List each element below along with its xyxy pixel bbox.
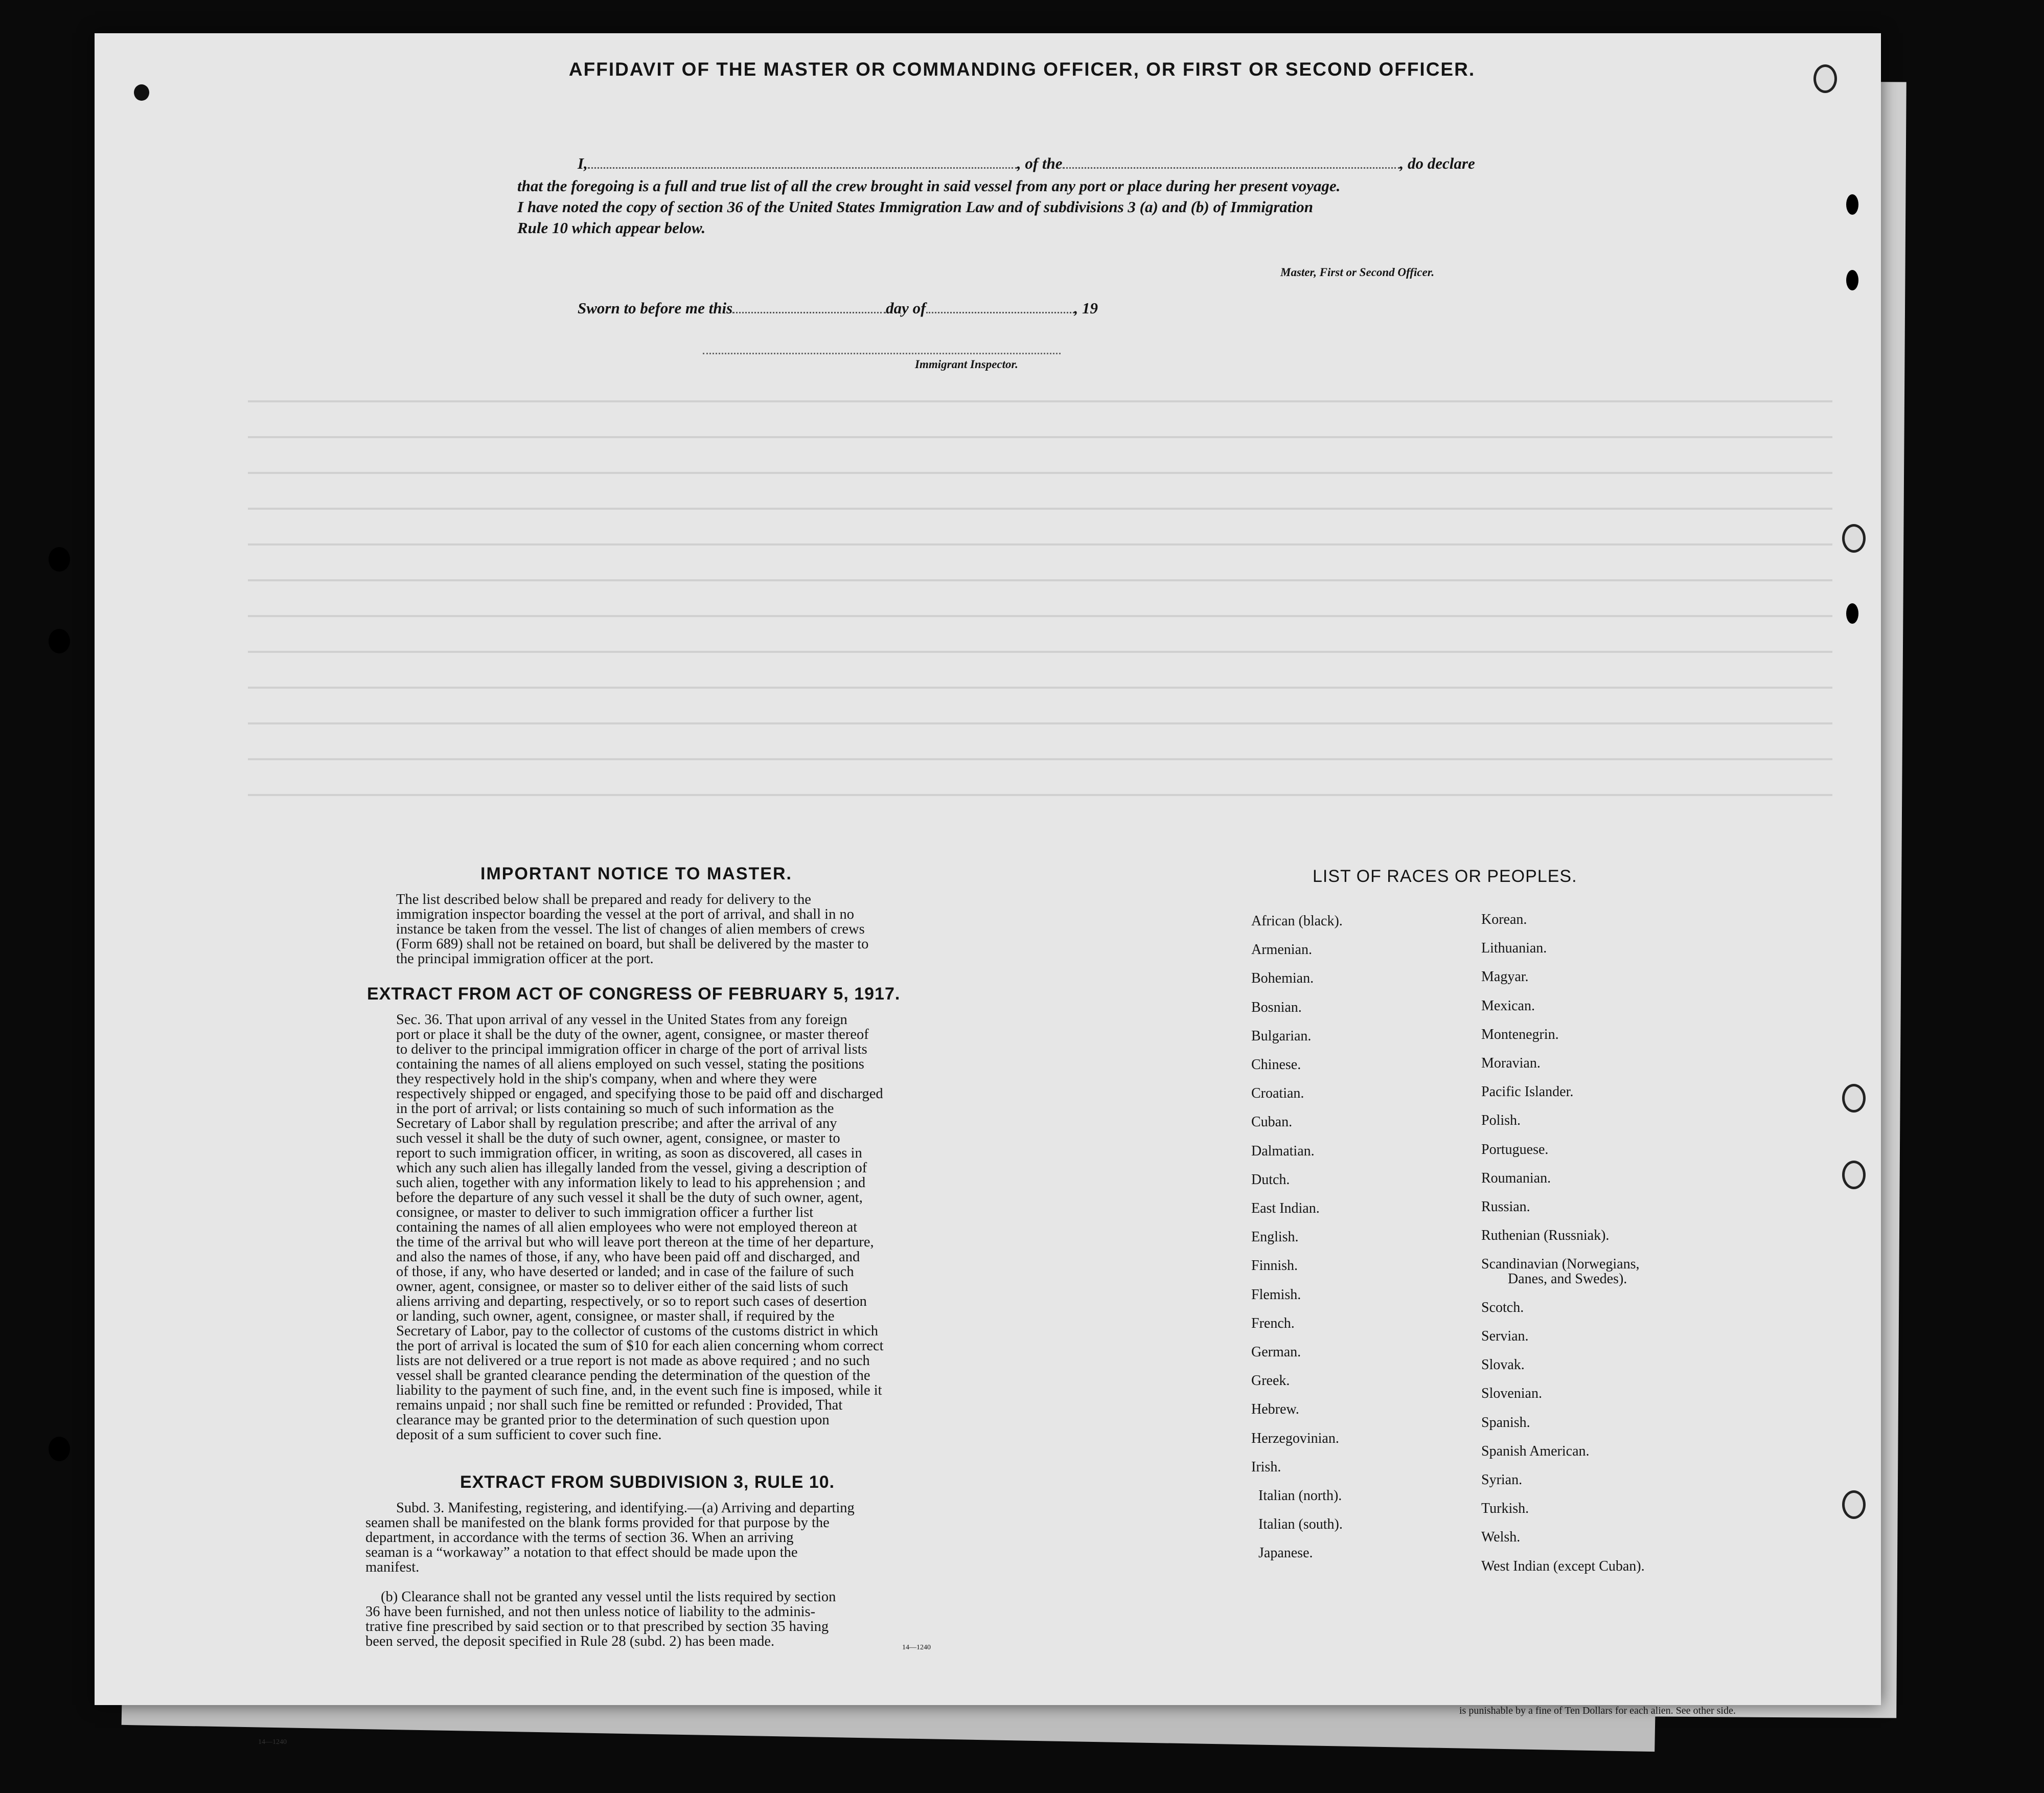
affidavit-line-3: I have noted the copy of section 36 of the United States Immigration Law and of subdivisions 3 (a) and (b) of Immigration: [517, 198, 1313, 216]
race-item: Spanish American.: [1481, 1443, 1590, 1459]
punch-hole: [49, 1437, 70, 1461]
act-line: containing the names of all aliens employed on such vessel, stating the positions: [396, 1056, 864, 1072]
sworn-text: Sworn to before me this: [578, 299, 733, 317]
rule-line: seamen shall be manifested on the blank forms provided for that purpose by the: [365, 1515, 830, 1531]
day-blank: [732, 301, 886, 313]
act-line: before the departure of any such vessel it shall be the duty of such owner, agent,: [396, 1190, 863, 1206]
race-item: French.: [1251, 1315, 1295, 1331]
punch-hole: [1846, 270, 1858, 290]
affidavit-title: AFFIDAVIT OF THE MASTER OR COMMANDING OFFICER, OR FIRST OR SECOND OFFICER.: [568, 59, 1476, 80]
race-item: Finnish.: [1251, 1258, 1298, 1274]
punch-ring: [1842, 1161, 1866, 1189]
race-item: Spanish.: [1481, 1414, 1530, 1431]
race-item: Slovak.: [1481, 1357, 1525, 1373]
punch-ring: [1842, 1084, 1866, 1113]
act-line: clearance may be granted prior to the determination of such question upon: [396, 1412, 830, 1428]
act-line: they respectively hold in the ship's company, when and where they were: [396, 1071, 817, 1087]
race-item: Bulgarian.: [1251, 1028, 1312, 1044]
vessel-blank: [1063, 156, 1400, 169]
act-extract-text: [365, 1012, 963, 1442]
race-item: Croatian.: [1251, 1085, 1304, 1102]
race-item: Mexican.: [1481, 997, 1535, 1014]
notice-title: IMPORTANT NOTICE TO MASTER.: [480, 864, 792, 883]
act-line: owner, agent, consignee, or master so to deliver either of the said lists of such: [396, 1279, 848, 1295]
act-line: aliens arriving and departing, respectively, or so to report such cases of desertion: [396, 1293, 867, 1309]
affidavit-declare: , do declare: [1399, 154, 1475, 172]
race-item: Hebrew.: [1251, 1401, 1299, 1418]
race-item: Bohemian.: [1251, 970, 1314, 987]
race-item: Servian.: [1481, 1328, 1529, 1344]
affidavit-line-2: that the foregoing is a full and true list of all the crew brought in said vessel from any port or place during her present voyage.: [517, 177, 1341, 195]
races-title: LIST OF RACES OR PEOPLES.: [1313, 867, 1577, 886]
act-line: the time of the arrival but who will leave port thereon at the time of her departure,: [396, 1234, 874, 1250]
under-form-number: 14—1240: [258, 1738, 287, 1746]
race-item: English.: [1251, 1229, 1299, 1245]
race-item: Moravian.: [1481, 1055, 1541, 1071]
act-line: such vessel it shall be the duty of such owner, agent, consignee, or master to: [396, 1130, 840, 1146]
inspector-caption: Immigrant Inspector.: [915, 358, 1018, 371]
race-item: Flemish.: [1251, 1286, 1301, 1303]
sworn-line: [578, 299, 1098, 317]
act-line: Sec. 36. That upon arrival of any vessel in the United States from any foreign: [396, 1012, 847, 1028]
affidavit-line-4: Rule 10 which appear below.: [517, 219, 706, 237]
inspector-signature-line: [703, 353, 1061, 354]
act-line: of those, if any, who have deserted or landed; and in case of the failure of such: [396, 1264, 854, 1280]
act-line: port or place it shall be the duty of the owner, agent, consignee, or master thereof: [396, 1027, 869, 1042]
race-item: Slovenian.: [1481, 1386, 1542, 1402]
act-line: containing the names of all alien employees who were not employed thereon at: [396, 1219, 858, 1235]
affidavit-line-1: [578, 154, 1475, 173]
race-item: Dalmatian.: [1251, 1143, 1315, 1159]
rule-line: Subd. 3. Manifesting, registering, and identifying.—(a) Arriving and departing: [396, 1500, 855, 1516]
act-line: such alien, together with any information likely to lead to his apprehension ; and: [396, 1175, 866, 1191]
affidavit-i: I,: [578, 154, 588, 172]
rule-line: been served, the deposit specified in Rule 28 (subd. 2) has been made.: [365, 1633, 775, 1649]
race-item: Cuban.: [1251, 1114, 1293, 1130]
act-line: the port of arrival is located the sum of $10 for each alien concerning whom correct: [396, 1338, 884, 1354]
race-item: Turkish.: [1481, 1501, 1529, 1517]
rule-line: 36 have been furnished, and not then unless notice of liability to the adminis-: [365, 1604, 816, 1620]
punch-hole: [1846, 194, 1858, 215]
notice-line: (Form 689) shall not be retained on board, but shall be delivered by the master to: [396, 936, 869, 952]
race-item: Italian (south).: [1258, 1516, 1343, 1533]
race-item: Ruthenian (Russniak).: [1481, 1228, 1610, 1244]
punch-hole: [49, 547, 70, 572]
rule-extract-text: [365, 1501, 963, 1649]
year-text: , 19: [1074, 299, 1098, 317]
race-item: Armenian.: [1251, 942, 1312, 958]
race-item: Japanese.: [1258, 1545, 1313, 1561]
race-item: Korean.: [1481, 912, 1527, 927]
rule-line: manifest.: [365, 1559, 420, 1575]
race-item: Greek.: [1251, 1373, 1290, 1389]
name-blank: [588, 156, 1017, 169]
notice-paragraph: [365, 892, 963, 966]
act-extract-title: EXTRACT FROM ACT OF CONGRESS OF FEBRUARY 5, 1917.: [367, 984, 901, 1004]
manifest-page: [95, 33, 1881, 1705]
punch-hole: [134, 84, 149, 101]
race-item: Portuguese.: [1481, 1141, 1549, 1157]
rule-line: department, in accordance with the terms of section 36. When an arriving: [365, 1530, 794, 1546]
race-item: East Indian.: [1251, 1200, 1320, 1216]
rule-extract-title: EXTRACT FROM SUBDIVISION 3, RULE 10.: [460, 1472, 835, 1492]
notice-line: instance be taken from the vessel. The list of changes of alien members of crews: [396, 921, 865, 937]
day-of-text: day of: [886, 299, 926, 317]
month-blank: [926, 301, 1074, 313]
master-signature-caption: Master, First or Second Officer.: [1280, 266, 1435, 279]
race-item: Italian (north).: [1258, 1488, 1342, 1504]
race-item: Chinese.: [1251, 1057, 1301, 1073]
race-item: Montenegrin.: [1481, 1026, 1559, 1042]
rule-line: seaman is a “workaway” a notation to that effect should be made upon the: [365, 1545, 798, 1560]
race-item: Danes, and Swedes).: [1508, 1270, 1627, 1287]
punch-hole: [49, 629, 70, 653]
race-item: West Indian (except Cuban).: [1481, 1558, 1645, 1574]
act-line: remains unpaid ; nor shall such fine be remitted or refunded : Provided, That: [396, 1397, 843, 1413]
race-item: Magyar.: [1481, 969, 1529, 985]
act-line: respectively shipped or engaged, and specifying those to be paid off and discharged: [396, 1086, 883, 1102]
rule-line: trative fine prescribed by said section or to that prescribed by section 35 having: [365, 1619, 829, 1635]
notice-line: the principal immigration officer at the port.: [396, 951, 654, 967]
act-line: in the port of arrival; or lists containing so much of such information as the: [396, 1101, 834, 1117]
race-item: Bosnian.: [1251, 999, 1302, 1015]
act-line: consignee, or master to deliver to such immigration officer a further list: [396, 1205, 814, 1220]
act-line: and also the names of those, if any, who have been paid off and discharged, and: [396, 1249, 860, 1265]
act-line: deposit of a sum sufficient to cover such fine.: [396, 1427, 662, 1443]
act-line: vessel shall be granted clearance pending the determination of the question of the: [396, 1368, 870, 1383]
race-item: Russian.: [1481, 1199, 1530, 1215]
form-number: 14—1240: [902, 1644, 931, 1651]
race-item: Polish.: [1481, 1113, 1521, 1129]
bottom-note: is punishable by a fine of Ten Dollars for each alien. See other side.: [1459, 1705, 1736, 1716]
notice-line: The list described below shall be prepared and ready for delivery to the: [396, 892, 811, 907]
affidavit-of-the: , of the: [1017, 154, 1063, 172]
race-item: African (black).: [1251, 913, 1343, 929]
race-item: Dutch.: [1251, 1171, 1290, 1188]
act-line: lists are not delivered or a true report is not made as above required ; and no such: [396, 1353, 870, 1369]
race-item: German.: [1251, 1344, 1301, 1360]
act-line: to deliver to the principal immigration officer in charge of the port of arrival lists: [396, 1041, 867, 1057]
race-item: Irish.: [1251, 1459, 1281, 1475]
race-item: Pacific Islander.: [1481, 1084, 1574, 1100]
rule-line: (b) Clearance shall not be granted any vessel until the lists required by section: [381, 1589, 836, 1605]
act-line: liability to the payment of such fine, and, in the event such fine is imposed, while it: [396, 1382, 882, 1398]
notice-line: immigration inspector boarding the vessel at the port of arrival, and shall in no: [396, 906, 854, 922]
act-line: or landing, such owner, agent, consignee, or master shall, if required by the: [396, 1308, 835, 1324]
act-line: report to such immigration officer, in writing, as soon as discovered, all cases in: [396, 1145, 862, 1161]
act-line: Secretary of Labor, pay to the collector of customs of the customs district in which: [396, 1323, 879, 1339]
race-item: Herzegovinian.: [1251, 1430, 1339, 1446]
punch-hole: [1846, 603, 1858, 624]
race-item: Welsh.: [1481, 1529, 1521, 1546]
race-item: Scandinavian (Norwegians,: [1481, 1256, 1640, 1273]
punch-ring: [1842, 1490, 1866, 1519]
race-item: Syrian.: [1481, 1472, 1523, 1488]
race-item: Lithuanian.: [1481, 940, 1547, 957]
race-item: Scotch.: [1481, 1299, 1524, 1315]
act-line: Secretary of Labor shall by regulation prescribe; and after the arrival of any: [396, 1116, 837, 1131]
punch-ring: [1842, 524, 1866, 553]
race-item: Roumanian.: [1481, 1170, 1551, 1186]
act-line: which any such alien has illegally landed from the vessel, giving a description of: [396, 1160, 867, 1176]
